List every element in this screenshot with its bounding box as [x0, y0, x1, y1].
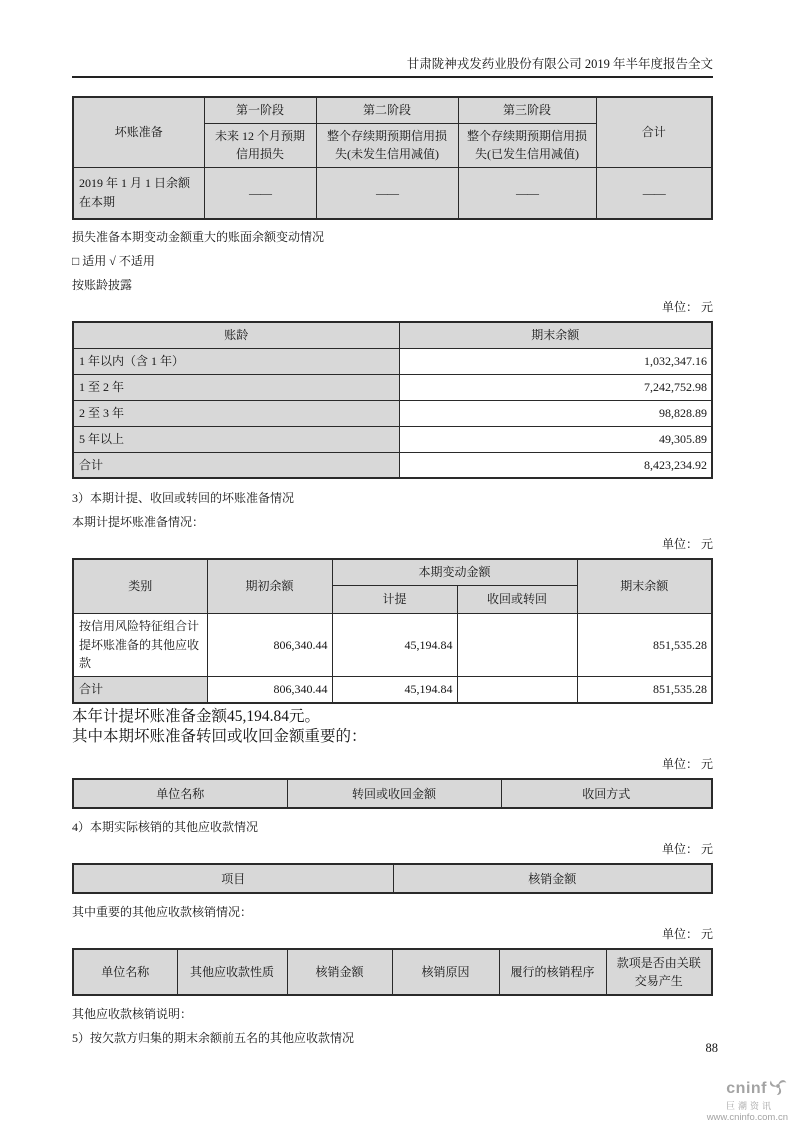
recovered-amount-header: 转回或收回金额 [287, 779, 501, 808]
unit-label: 单位： 元 [661, 537, 713, 552]
logo-wordmark: cninf [726, 1079, 767, 1097]
recovered-total-value [457, 676, 577, 703]
unit-label: 单位： 元 [661, 757, 713, 772]
recovered-column-header: 收回或转回 [457, 586, 577, 614]
document-header-title: 甘肃陇神戎发药业股份有限公司 2019 年半年度报告全文 [72, 55, 713, 78]
closing-column-header: 期末余额 [577, 559, 712, 613]
page-number: 88 [705, 1041, 718, 1055]
swirl-icon [768, 1076, 788, 1101]
unit-label: 单位： 元 [661, 927, 713, 942]
total-header: 合计 [596, 97, 712, 167]
applicable-checkline: □ 适用 √ 不适用 [72, 254, 155, 269]
entity-name-header: 单位名称 [73, 779, 287, 808]
logo-top-row [688, 1076, 788, 1101]
aging-value: 49,305.89 [399, 426, 712, 452]
aging-label: 1 至 2 年 [73, 374, 399, 400]
receivable-nature-header: 其他应收款性质 [177, 949, 287, 995]
accrued-column-header: 计提 [332, 586, 457, 614]
cninfo-logo [688, 1076, 788, 1124]
loss-change-note: 损失准备本期变动金额重大的账面余额变动情况 [72, 230, 325, 245]
accrued-value: 45,194.84 [332, 614, 457, 677]
related-transaction-header: 款项是否由关联交易产生 [606, 949, 712, 995]
item-header: 项目 [73, 864, 393, 893]
table-header-row [73, 779, 712, 808]
table-cell: —— [204, 167, 316, 219]
aging-column-header: 账龄 [73, 322, 399, 348]
writeoff-detail-table [72, 948, 713, 996]
provision-amount-statement: 本年计提坏账准备金额45,194.84元。 [72, 708, 321, 726]
writeoff-amount-header: 核销金额 [393, 864, 712, 893]
opening-column-header: 期初余额 [207, 559, 332, 613]
category-column-header: 类别 [73, 559, 207, 613]
entity-name-header: 单位名称 [73, 949, 177, 995]
aging-total-value: 8,423,234.92 [399, 452, 712, 478]
table-cell: —— [596, 167, 712, 219]
table-row [73, 348, 712, 374]
writeoff-procedure-header: 履行的核销程序 [499, 949, 606, 995]
unit-label: 单位： 元 [661, 842, 713, 857]
table-cell: —— [458, 167, 596, 219]
table-header-row [73, 949, 712, 995]
bad-debt-stage-table [72, 96, 713, 220]
writeoff-amount-header: 核销金额 [287, 949, 392, 995]
important-writeoff-note: 其中重要的其他应收款核销情况： [72, 905, 253, 920]
aging-table [72, 321, 713, 479]
stage1-subheader: 未来 12 个月预期信用损失 [204, 123, 316, 167]
closing-total-value: 851,535.28 [577, 676, 712, 703]
table-header-row [73, 559, 712, 585]
aging-disclosure-label: 按账龄披露 [72, 278, 133, 293]
stage-table-corner-cell: 坏账准备 [73, 97, 204, 167]
table-row [73, 676, 712, 703]
section3-heading: 3）本期计提、收回或转回的坏账准备情况 [72, 491, 295, 506]
unit-label: 单位： 元 [661, 300, 713, 315]
table-header-row [73, 322, 712, 348]
aging-label: 5 年以上 [73, 426, 399, 452]
opening-balance-row-label: 2019 年 1 月 1 日余额在本期 [73, 167, 204, 219]
provision-note: 本期计提坏账准备情况： [72, 515, 205, 530]
aging-label: 1 年以内（含 1 年） [73, 348, 399, 374]
stage2-header: 第二阶段 [316, 97, 458, 123]
recovered-value [457, 614, 577, 677]
stage2-subheader: 整个存续期预期信用损失(未发生信用减值) [316, 123, 458, 167]
section5-heading: 5）按欠款方归集的期末余额前五名的其他应收款情况 [72, 1031, 355, 1046]
change-group-header: 本期变动金额 [332, 559, 577, 585]
section4-heading: 4）本期实际核销的其他应收款情况 [72, 820, 259, 835]
aging-label: 2 至 3 年 [73, 400, 399, 426]
opening-total-value: 806,340.44 [207, 676, 332, 703]
writeoff-table [72, 863, 713, 894]
logo-chinese-name: 巨潮资讯 [725, 1101, 774, 1111]
aging-value: 98,828.89 [399, 400, 712, 426]
aging-value: 7,242,752.98 [399, 374, 712, 400]
recovery-method-header: 收回方式 [501, 779, 712, 808]
table-row [73, 426, 712, 452]
provision-change-table [72, 558, 713, 704]
logo-url: www.cninfo.com.cn [706, 1112, 788, 1123]
recovery-table [72, 778, 713, 809]
table-row [73, 452, 712, 478]
table-row [73, 400, 712, 426]
aging-value: 1,032,347.16 [399, 348, 712, 374]
opening-value: 806,340.44 [207, 614, 332, 677]
table-row [73, 374, 712, 400]
table-row [73, 614, 712, 677]
provision-total-label: 合计 [73, 676, 207, 703]
closing-value: 851,535.28 [577, 614, 712, 677]
stage3-subheader: 整个存续期预期信用损失(已发生信用减值) [458, 123, 596, 167]
accrued-total-value: 45,194.84 [332, 676, 457, 703]
table-row [73, 97, 712, 123]
provision-category-cell: 按信用风险特征组合计提坏账准备的其他应收款 [73, 614, 207, 677]
table-header-row [73, 864, 712, 893]
table-cell: —— [316, 167, 458, 219]
page-content [72, 0, 713, 1047]
stage3-header: 第三阶段 [458, 97, 596, 123]
table-row [73, 167, 712, 219]
aging-total-label: 合计 [73, 452, 399, 478]
writeoff-explanation-note: 其他应收款核销说明： [72, 1007, 193, 1022]
stage1-header: 第一阶段 [204, 97, 316, 123]
recovery-importance-statement: 其中本期坏账准备转回或收回金额重要的： [72, 728, 367, 746]
writeoff-reason-header: 核销原因 [392, 949, 499, 995]
closing-balance-column-header: 期末余额 [399, 322, 712, 348]
